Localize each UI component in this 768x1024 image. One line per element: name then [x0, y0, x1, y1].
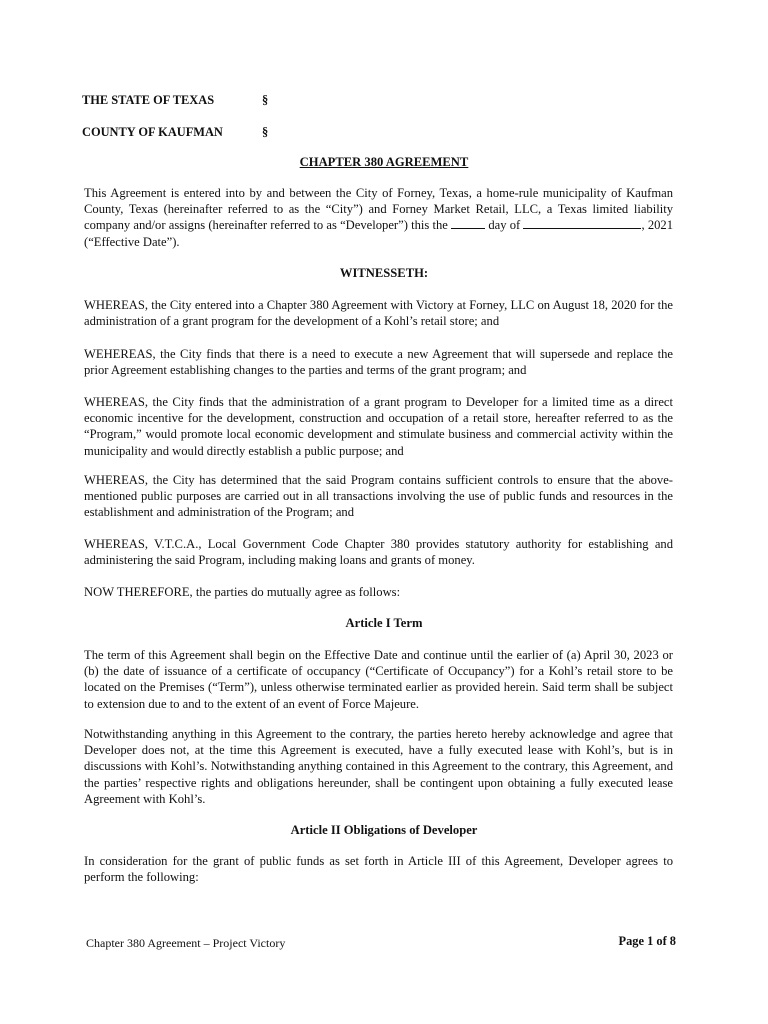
caption-state	[82, 92, 269, 108]
intro-text-1: This Agreement is entered into by and between the City of Forney, Texas, a home-rule municipality of Kaufman County, Texas (hereinafter referred to as the “City”) and Forney Market Retail, LLC, a Texas limited liability company and/or assigns (hereinafter referred to as “Developer”) this the	[84, 186, 673, 233]
witnesseth-heading	[0, 265, 768, 281]
intro-text-2: day of	[488, 218, 521, 233]
article-2-paragraph: In consideration for the grant of public funds as set forth in Article III of this Agreement, Developer agrees to perform the following:	[84, 854, 673, 885]
intro-paragraph	[84, 185, 673, 250]
day-blank	[451, 217, 485, 229]
recital-paragraph: WHEREAS, the City has determined that the said Program contains sufficient controls to ensure that the above-mentioned public purposes are carried out in all transactions involving the use of public funds and resources in the establishment and administration of the Program; and	[84, 473, 673, 520]
now-therefore-paragraph: NOW THEREFORE, the parties do mutually agree as follows:	[84, 585, 401, 599]
intro-text-3: , 2021 (“Effective Date”).	[84, 218, 674, 249]
article-1-paragraph: Notwithstanding anything in this Agreement to the contrary, the parties hereto hereby acknowledge and agree that Developer does not, at the time this Agreement is executed, have a fully executed lease with Kohl’s, but is in discussions with Kohl’s. Notwithstanding anything contained in this Agreement to the contrary, this Agreement, and the parties’ respective rights and obligations hereunder, shall be contingent upon obtaining a fully executed lease Agreement with Kohl’s.	[84, 727, 673, 806]
article-2-heading: Article II Obligations of Developer	[290, 823, 478, 837]
footer-document-name: Chapter 380 Agreement – Project Victory	[86, 936, 286, 950]
caption-county-label: COUNTY OF KAUFMAN	[82, 125, 223, 139]
recital-paragraph: WEHEREAS, the City finds that there is a need to execute a new Agreement that will supersede and replace the prior Agreement establishing changes to the parties and terms of the grant program; and	[84, 347, 673, 378]
caption-state-label: THE STATE OF TEXAS	[82, 93, 215, 107]
caption-county	[82, 124, 269, 140]
month-blank	[523, 217, 641, 229]
document-title-text: CHAPTER 380 AGREEMENT	[299, 155, 469, 169]
article-1-paragraph: The term of this Agreement shall begin on the Effective Date and continue until the earlier of (a) April 30, 2023 or (b) the date of issuance of a certificate of occupancy (“Certificate of Occupancy”) for a Kohl’s retail store to be located on the Premises (“Term”), unless otherwise terminated earlier as provided herein. Said term shall be subject to extension due to and to the extent of an event of Force Majeure.	[84, 648, 673, 711]
recital-paragraph: WHEREAS, V.T.C.A., Local Government Code Chapter 380 provides statutory authority for establishing and administering the said Program, including making loans and grants of money.	[84, 537, 673, 568]
section-mark: §	[262, 125, 269, 139]
witnesseth-text: WITNESSETH:	[339, 266, 429, 280]
footer-page-number: Page 1 of 8	[618, 934, 676, 948]
section-mark: §	[262, 93, 269, 107]
recital-paragraph: WHEREAS, the City finds that the administration of a grant program to Developer for a limited time as a direct economic incentive for the development, construction and occupation of a retail store, hereafter referred to as the “Program,” would promote local economic development and stimulate business and commercial activity within the municipality and would directly establish a public purpose; and	[84, 395, 673, 458]
article-1-heading: Article I Term	[345, 616, 423, 630]
document-title	[0, 154, 768, 170]
recital-paragraph: WHEREAS, the City entered into a Chapter 380 Agreement with Victory at Forney, LLC on August 18, 2020 for the administration of a grant program for the development of a Kohl’s retail store; and	[84, 298, 673, 329]
